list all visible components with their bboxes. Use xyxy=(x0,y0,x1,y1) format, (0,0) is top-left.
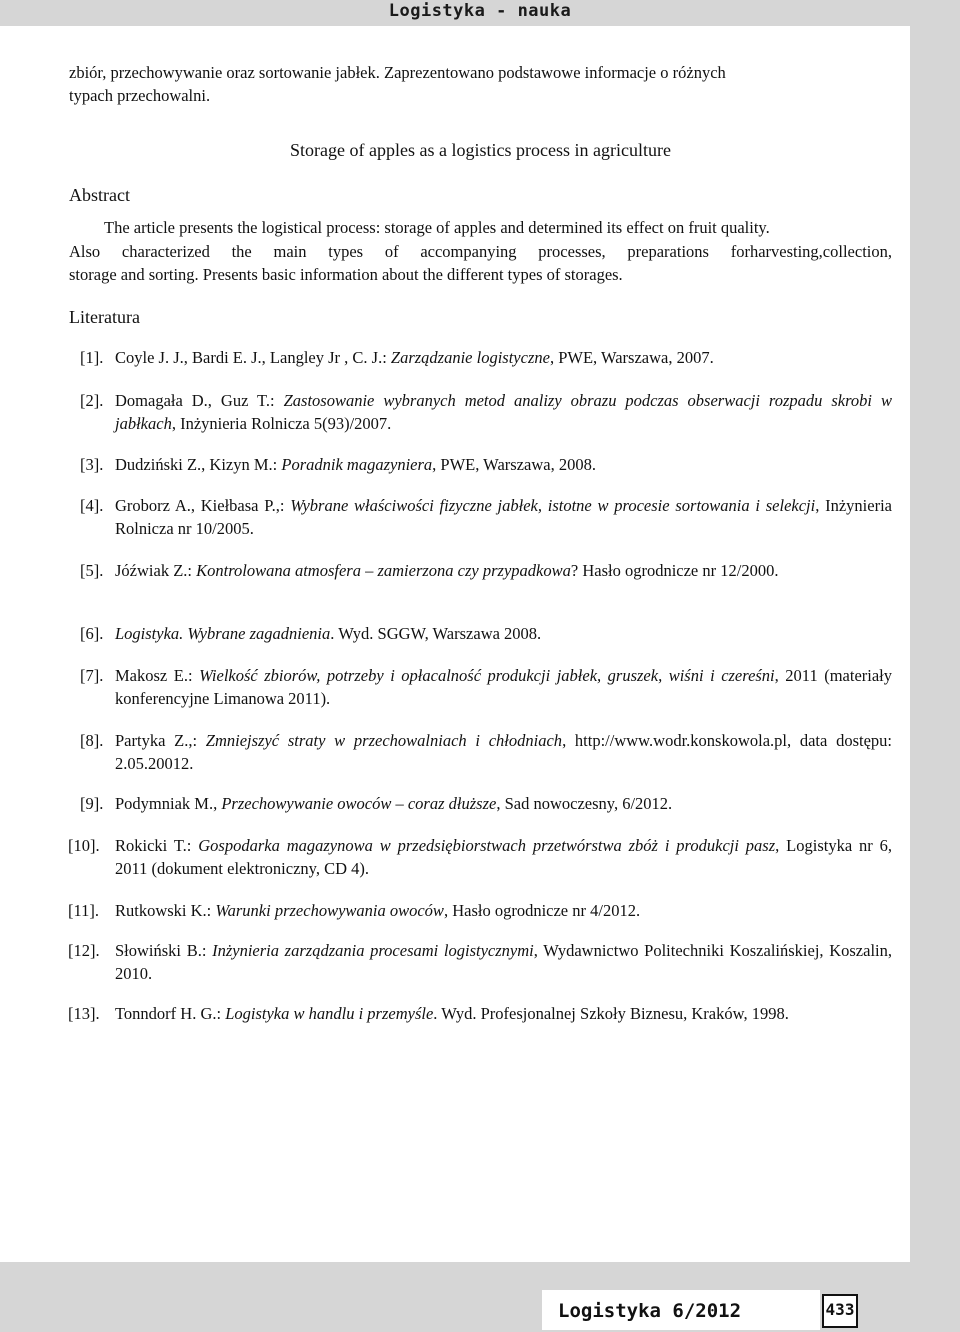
reference-publisher: , http://www.wodr.konskowola.pl, data dostępu: 2.05.20012. xyxy=(115,731,892,773)
reference-title: Zmniejszyć straty w przechowalniach i chłodniach xyxy=(205,731,563,750)
reference-number: [11]. xyxy=(68,901,100,920)
reference-title: Zastosowanie wybranych metod analizy obrazu podczas obserwacji rozpadu skrobi w jabłkach xyxy=(115,391,892,433)
reference-number: [8]. xyxy=(80,731,104,750)
footer-journal-issue: Logistyka 6/2012 xyxy=(558,1300,742,1322)
reference-authors: Groborz A., Kiełbasa P.,: xyxy=(115,496,291,515)
reference-item xyxy=(80,346,892,369)
reference-publisher: . Wyd. SGGW, Warszawa 2008. xyxy=(330,624,542,643)
reference-number: [2]. xyxy=(80,391,104,410)
reference-authors: Słowiński B.: xyxy=(115,941,213,960)
reference-number: [5]. xyxy=(80,561,104,580)
reference-item xyxy=(80,389,892,435)
literature-heading: Literatura xyxy=(69,307,140,327)
page-number: 433 xyxy=(825,1300,855,1319)
reference-publisher: , Inżynieria Rolnicza nr 10/2005. xyxy=(115,496,892,538)
reference-item xyxy=(68,899,892,922)
reference-item xyxy=(80,792,892,815)
reference-title: Logistyka w handlu i przemyśle xyxy=(225,1004,434,1023)
reference-item xyxy=(80,494,892,540)
reference-title: Warunki przechowywania owoców xyxy=(215,901,444,920)
reference-title: Logistyka. Wybrane zagadnienia xyxy=(115,624,331,643)
reference-publisher: , Wydawnictwo Politechniki Koszalińskiej, Koszalin, 2010. xyxy=(115,941,892,983)
reference-title: Kontrolowana atmosfera – zamierzona czy przypadkowa xyxy=(196,561,571,580)
reference-number: [1]. xyxy=(80,348,104,367)
reference-number: [12]. xyxy=(68,941,100,960)
reference-title: Wielkość zbiorów, potrzeby i opłacalność produkcji jabłek, gruszek, wiśni i czereśni xyxy=(199,666,775,685)
reference-item xyxy=(80,453,892,476)
reference-number: [7]. xyxy=(80,666,104,685)
reference-item xyxy=(80,559,892,582)
reference-authors: Dudziński Z., Kizyn M.: xyxy=(115,455,282,474)
running-header: Logistyka - nauka xyxy=(388,1,572,21)
reference-title: Poradnik magazyniera xyxy=(281,455,433,474)
abstract-line-3: storage and sorting. Presents basic information about the different types of storages. xyxy=(69,265,623,284)
reference-number: [9]. xyxy=(80,794,104,813)
reference-authors: Tonndorf H. G.: xyxy=(115,1004,226,1023)
reference-number: [10]. xyxy=(68,836,100,855)
reference-title: Przechowywanie owoców – coraz dłuższe xyxy=(221,794,497,813)
reference-number: [3]. xyxy=(80,455,104,474)
abstract-line-1: The article presents the logistical process: storage of apples and determined its effect on fruit quality. xyxy=(104,218,770,237)
intro-line-2: typach przechowalni. xyxy=(69,86,211,105)
reference-title: Zarządzanie logistyczne xyxy=(390,348,550,367)
reference-title: Wybrane właściwości fizyczne jabłek, istotne w procesie sortowania i selekcji xyxy=(290,496,816,515)
reference-authors: Podymniak M., xyxy=(115,794,222,813)
reference-title: Inżynieria zarządzania procesami logistycznymi xyxy=(212,941,534,960)
reference-item xyxy=(80,729,892,775)
reference-publisher: , Sad nowoczesny, 6/2012. xyxy=(496,794,673,813)
side-band xyxy=(910,26,960,1332)
reference-authors: Domagała D., Guz T.: xyxy=(115,391,284,410)
reference-number: [6]. xyxy=(80,624,104,643)
reference-item xyxy=(68,1002,892,1025)
reference-authors: Coyle J. J., Bardi E. J., Langley Jr , C. J.: xyxy=(115,348,391,367)
reference-publisher: , Logistyka nr 6, 2011 (dokument elektroniczny, CD 4). xyxy=(115,836,893,878)
reference-publisher: , Hasło ogrodnicze nr 4/2012. xyxy=(443,901,641,920)
intro-line-1: zbiór, przechowywanie oraz sortowanie jabłek. Zaprezentowano podstawowe informacje o różnych xyxy=(69,63,726,82)
reference-number: [13]. xyxy=(68,1004,100,1023)
reference-authors: Makosz E.: xyxy=(115,666,200,685)
reference-authors: Jóźwiak Z.: xyxy=(115,561,197,580)
reference-publisher: , PWE, Warszawa, 2008. xyxy=(432,455,596,474)
reference-publisher: , 2011 (materiały konferencyjne Limanowa 2011). xyxy=(115,666,893,708)
reference-authors: Rokicki T.: xyxy=(115,836,199,855)
reference-publisher: , PWE, Warszawa, 2007. xyxy=(549,348,714,367)
reference-authors: Partyka Z.,: xyxy=(115,731,206,750)
reference-publisher: , Inżynieria Rolnicza 5(93)/2007. xyxy=(171,414,392,433)
reference-publisher: . Wyd. Profesjonalnej Szkoły Biznesu, Kraków, 1998. xyxy=(433,1004,789,1023)
reference-item xyxy=(80,622,892,645)
reference-authors: Rutkowski K.: xyxy=(115,901,216,920)
abstract-heading: Abstract xyxy=(69,185,130,205)
reference-publisher: ? Hasło ogrodnicze nr 12/2000. xyxy=(570,561,779,580)
reference-number: [4]. xyxy=(80,496,104,515)
reference-item xyxy=(80,664,892,710)
reference-item xyxy=(68,834,893,880)
reference-title: Gospodarka magazynowa w przedsiębiorstwach przetwórstwa zbóż i produkcji pasz xyxy=(198,836,776,855)
english-title: Storage of apples as a logistics process in agriculture xyxy=(290,140,671,160)
reference-item xyxy=(68,939,892,985)
abstract-line-2: Also characterized the main types of accompanying processes, preparations forharvesting,collection, xyxy=(69,242,892,261)
